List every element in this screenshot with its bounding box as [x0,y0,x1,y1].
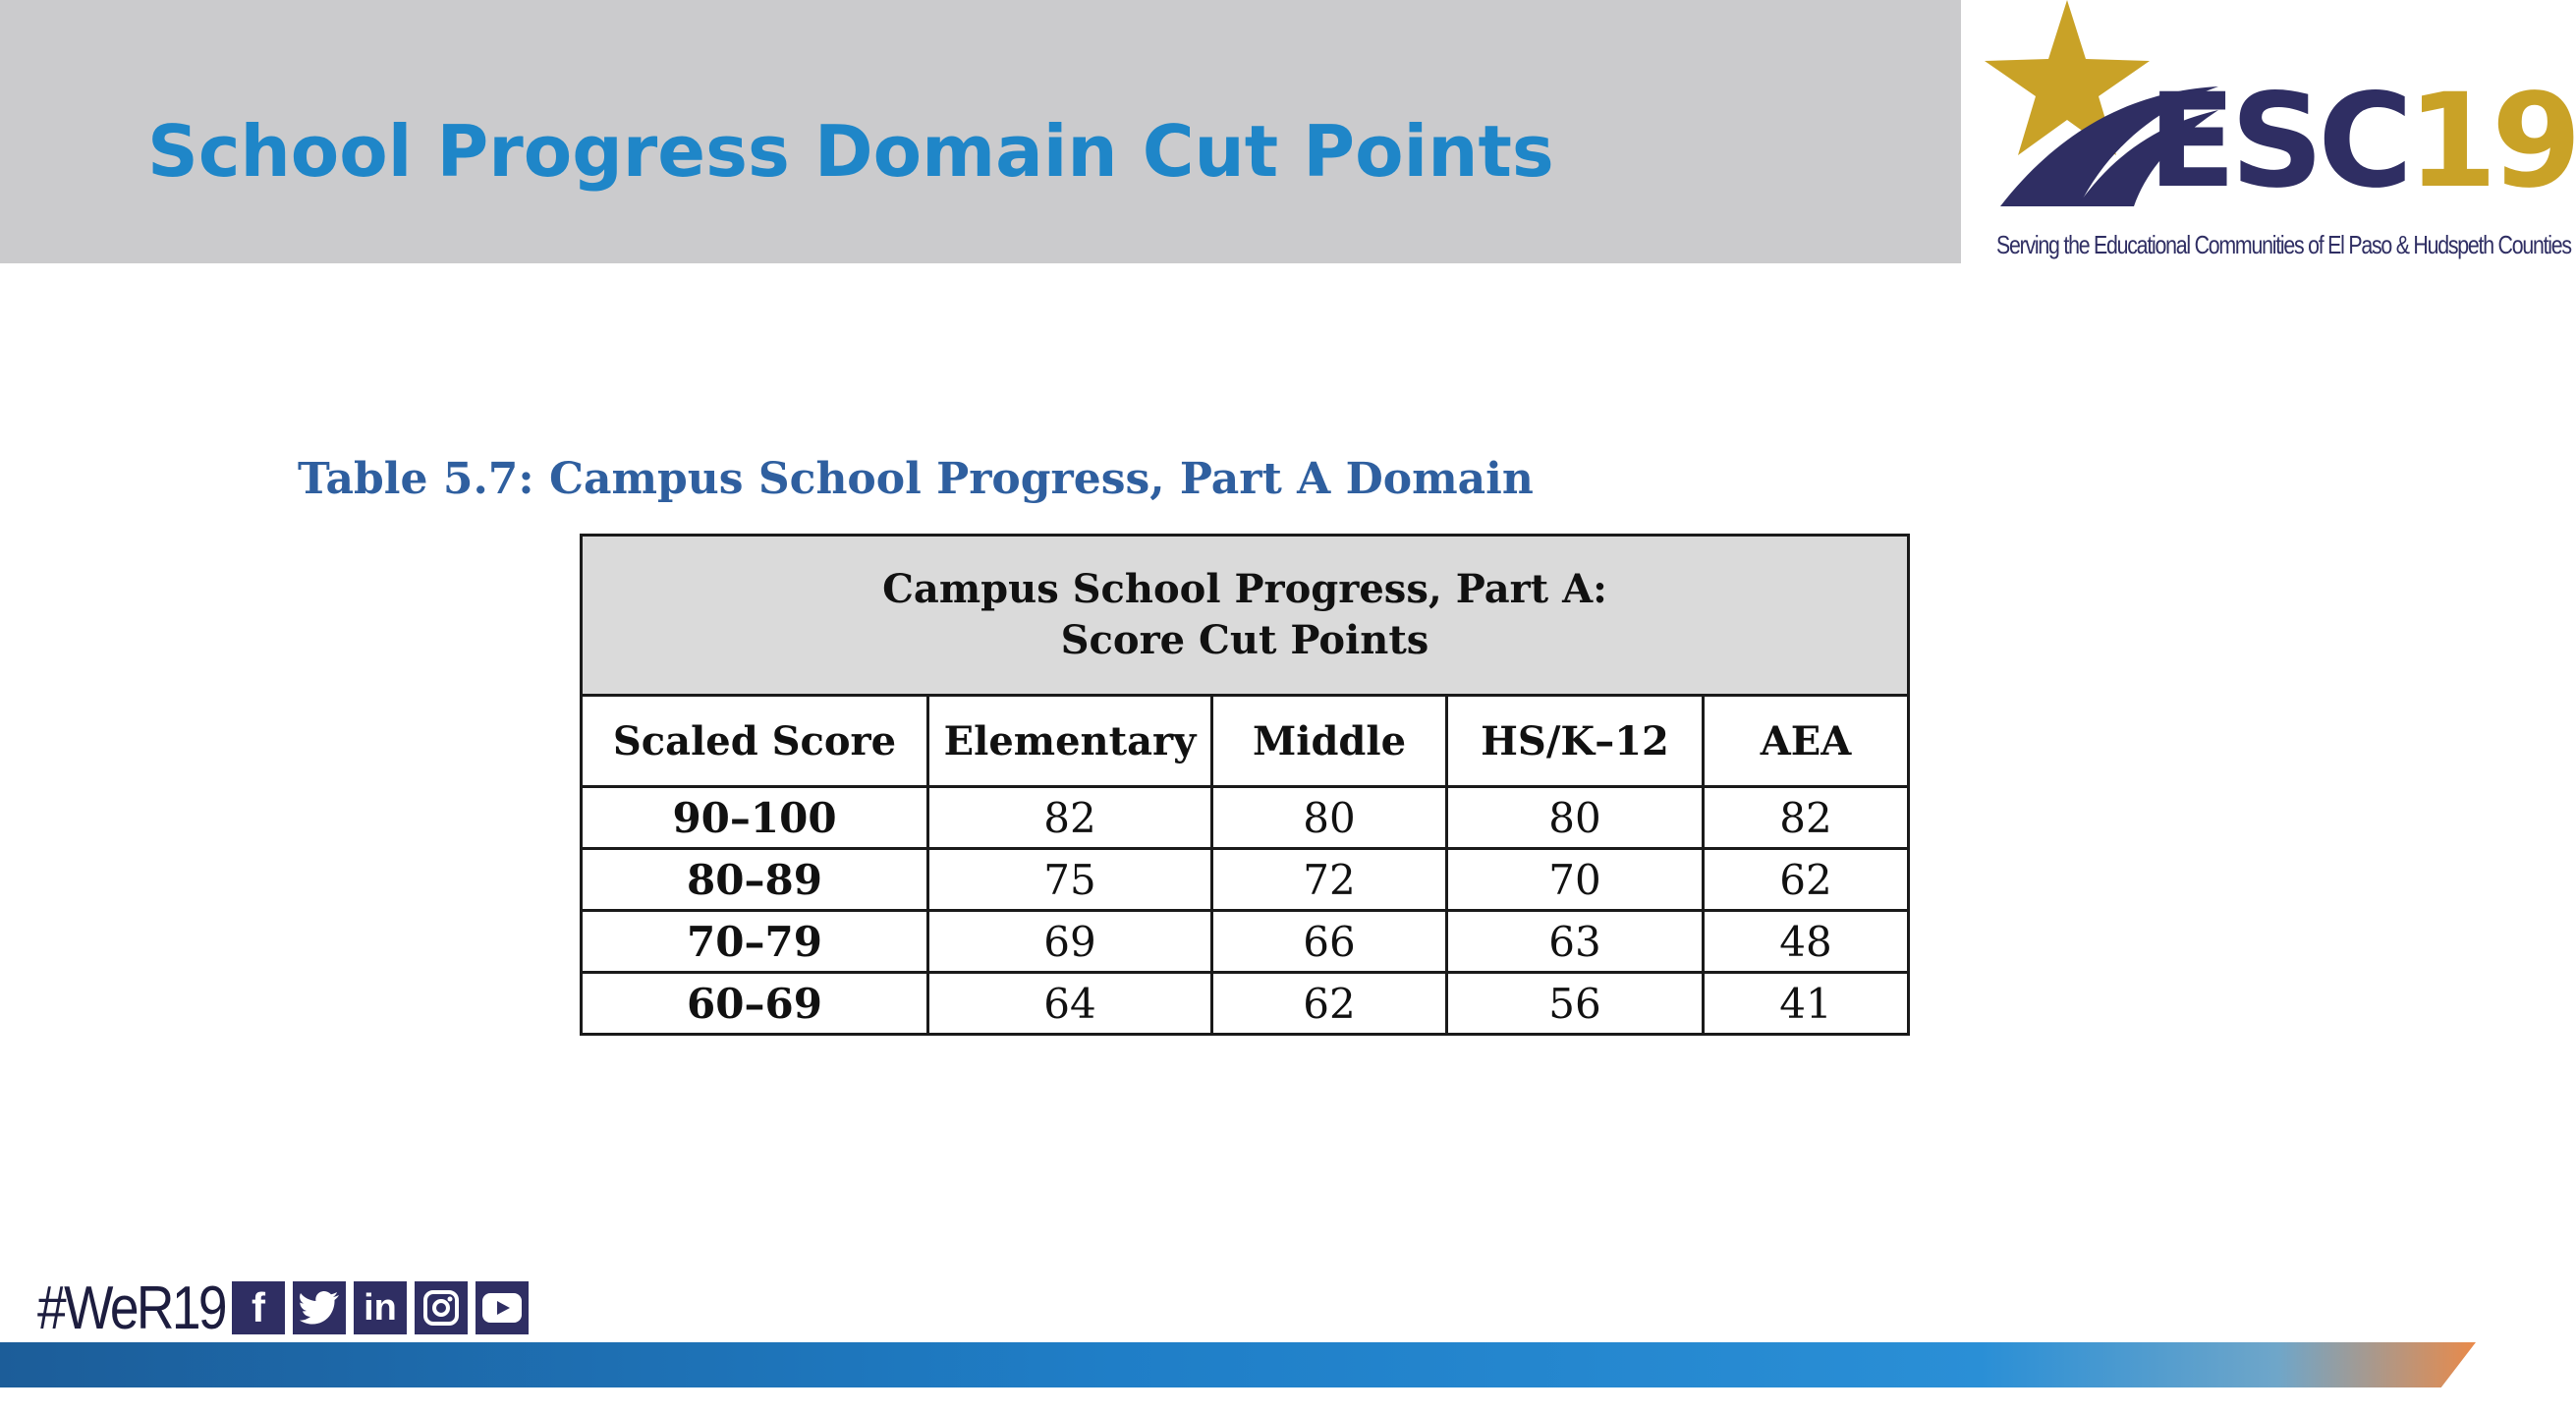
table-cell: 72 [1212,849,1447,911]
table-cell: 41 [1704,973,1909,1035]
instagram-icon[interactable] [415,1281,468,1334]
footer-gradient-bar [0,1342,2476,1387]
column-header: HS/K–12 [1447,696,1704,787]
table-cell: 70 [1447,849,1704,911]
linkedin-icon[interactable]: in [354,1281,407,1334]
hashtag: #WeR19 [37,1274,226,1342]
column-header: Middle [1212,696,1447,787]
table-cell: 80 [1212,787,1447,849]
logo-tagline: Serving the Educational Communities of El Paso & Hudspeth Counties [1996,230,2571,259]
table-cell: 80–89 [582,849,928,911]
table-caption: Table 5.7: Campus School Progress, Part A Domain [298,454,1534,504]
table-cell: 60–69 [582,973,928,1035]
twitter-icon[interactable] [293,1281,346,1334]
table-row [582,787,1909,849]
table-row [582,911,1909,973]
table-cell: 70–79 [582,911,928,973]
cut-points-table [580,534,1910,1036]
slide-title: School Progress Domain Cut Points [147,110,1554,193]
table-cell: 82 [1704,787,1909,849]
table-header-line-1: Campus School Progress, Part A: [882,566,1607,612]
table-cell: 62 [1704,849,1909,911]
table-cell: 64 [928,973,1212,1035]
table-header [582,536,1909,696]
column-header: Scaled Score [582,696,928,787]
table-cell: 56 [1447,973,1704,1035]
table-cell: 80 [1447,787,1704,849]
table-header-line-2: Score Cut Points [1060,617,1429,663]
youtube-icon[interactable] [476,1281,529,1334]
esc19-logo [1961,0,2576,263]
facebook-icon[interactable]: f [232,1281,285,1334]
table-cell: 62 [1212,973,1447,1035]
table-cell: 82 [928,787,1212,849]
column-header: Elementary [928,696,1212,787]
logo-wordmark: ESC19 [2148,66,2576,217]
table-cell: 66 [1212,911,1447,973]
table-row [582,973,1909,1035]
table-cell: 63 [1447,911,1704,973]
table-cell: 69 [928,911,1212,973]
table-cell: 75 [928,849,1212,911]
table-cell: 90–100 [582,787,928,849]
table-cell: 48 [1704,911,1909,973]
column-header: AEA [1704,696,1909,787]
table-row [582,849,1909,911]
